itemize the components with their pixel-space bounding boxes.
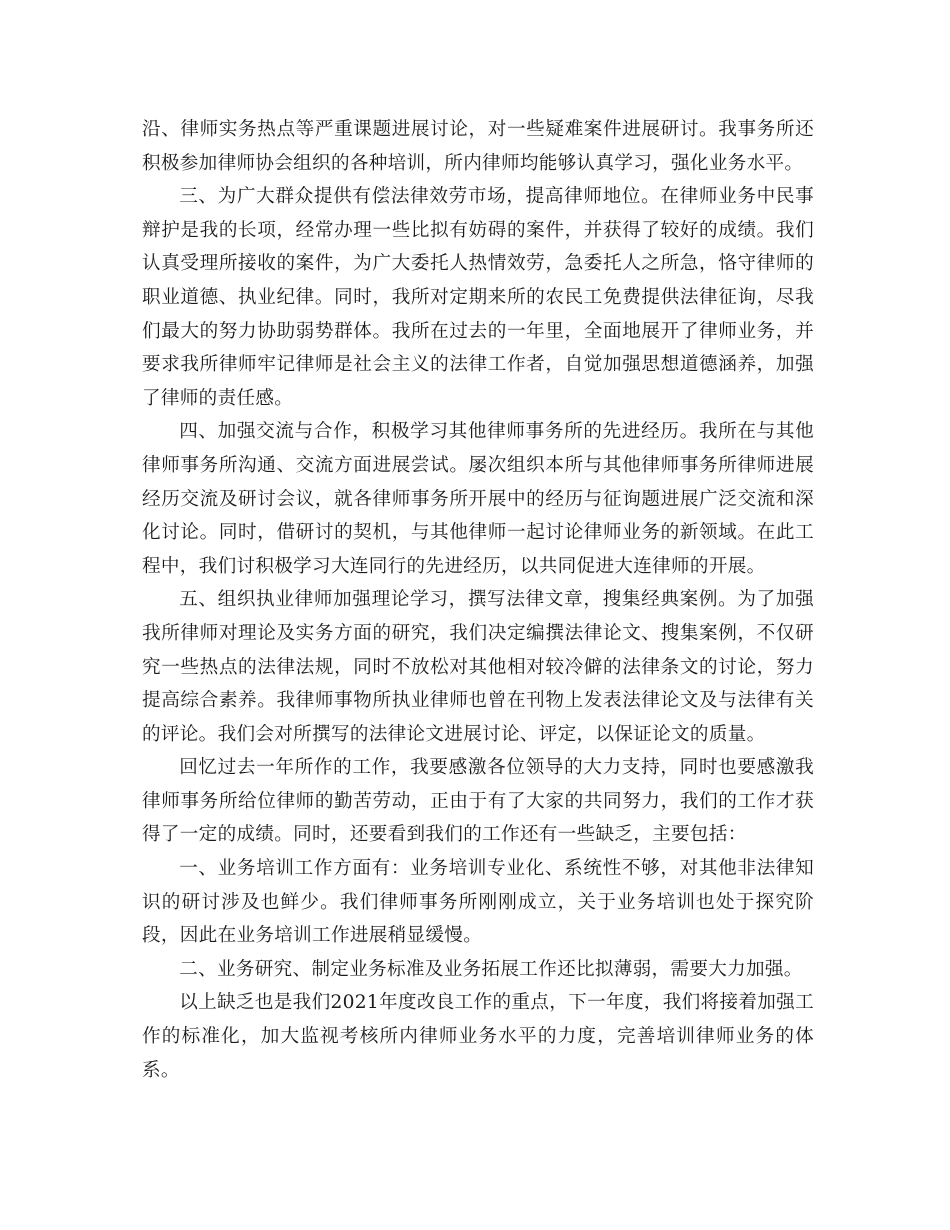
paragraph-section-four: 四、加强交流与合作，积极学习其他律师事务所的先进经历。我所在与其他律师事务所沟通、交流方面进展尝试。屡次组织本所与其他律师事务所律师进展经历交流及研讨会议，就各律师事务所开展中的经历与征询题进展广泛交流和深化讨论。同时，借研讨的契机，与其他律师一起讨论律师业务的新领域。在此工程中，我们讨积极学习大连同行的先进经历，以共同促进大连律师的开展。 (142, 421, 814, 577)
document-body (142, 113, 814, 1087)
paragraph-section-five: 五、组织执业律师加强理论学习，撰写法律文章，搜集经典案例。为了加强我所律师对理论及实务方面的研究，我们决定编撰法律论文、搜集案例，不仅研究一些热点的法律法规，同时不放松对其他相对较冷僻的法律条文的讨论，努力提高综合素养。我律师事物所执业律师也曾在刊物上发表法律论文及与法律有关的评论。我们会对所撰写的法律论文进展讨论、评定，以保证论文的质量。 (142, 589, 814, 745)
paragraph-conclusion: 以上缺乏也是我们2021年度改良工作的重点，下一年度，我们将接着加强工作的标准化，加大监视考核所内律师业务水平的力度，完善培训律师业务的体系。 (142, 992, 814, 1081)
paragraph-shortcoming-two: 二、业务研究、制定业务标准及业务拓展工作还比拟薄弱，需要大力加强。 (179, 958, 803, 980)
paragraph-continuation: 沿、律师实务热点等严重课题进展讨论，对一些疑难案件进展研讨。我事务所还积极参加律师协会组织的各种培训，所内律师均能够认真学习，强化业务水平。 (142, 119, 814, 174)
paragraph-section-three: 三、为广大群众提供有偿法律效劳市场，提高律师地位。在律师业务中民事辩护是我的长项，经常办理一些比拟有妨碍的案件，并获得了较好的成绩。我们认真受理所接收的案件，为广大委托人热情效劳，急委托人之所急，恪守律师的职业道德、执业纪律。同时，我所对定期来所的农民工免费提供法律征询，尽我们最大的努力协助弱势群体。我所在过去的一年里，全面地展开了律师业务，并要求我所律师牢记律师是社会主义的法律工作者，自觉加强思想道德涵养，加强了律师的责任感。 (142, 186, 814, 409)
paragraph-shortcoming-one: 一、业务培训工作方面有：业务培训专业化、系统性不够，对其他非法律知识的研讨涉及也鲜少。我们律师事务所刚刚成立，关于业务培训也处于探究阶段，因此在业务培训工作进展稍显缓慢。 (142, 858, 814, 947)
paragraph-review: 回忆过去一年所作的工作，我要感激各位领导的大力支持，同时也要感激我律师事务所给位律师的勤苦劳动，正由于有了大家的共同努力，我们的工作才获得了一定的成绩。同时，还要看到我们的工作还有一些缺乏，主要包括： (142, 757, 814, 846)
